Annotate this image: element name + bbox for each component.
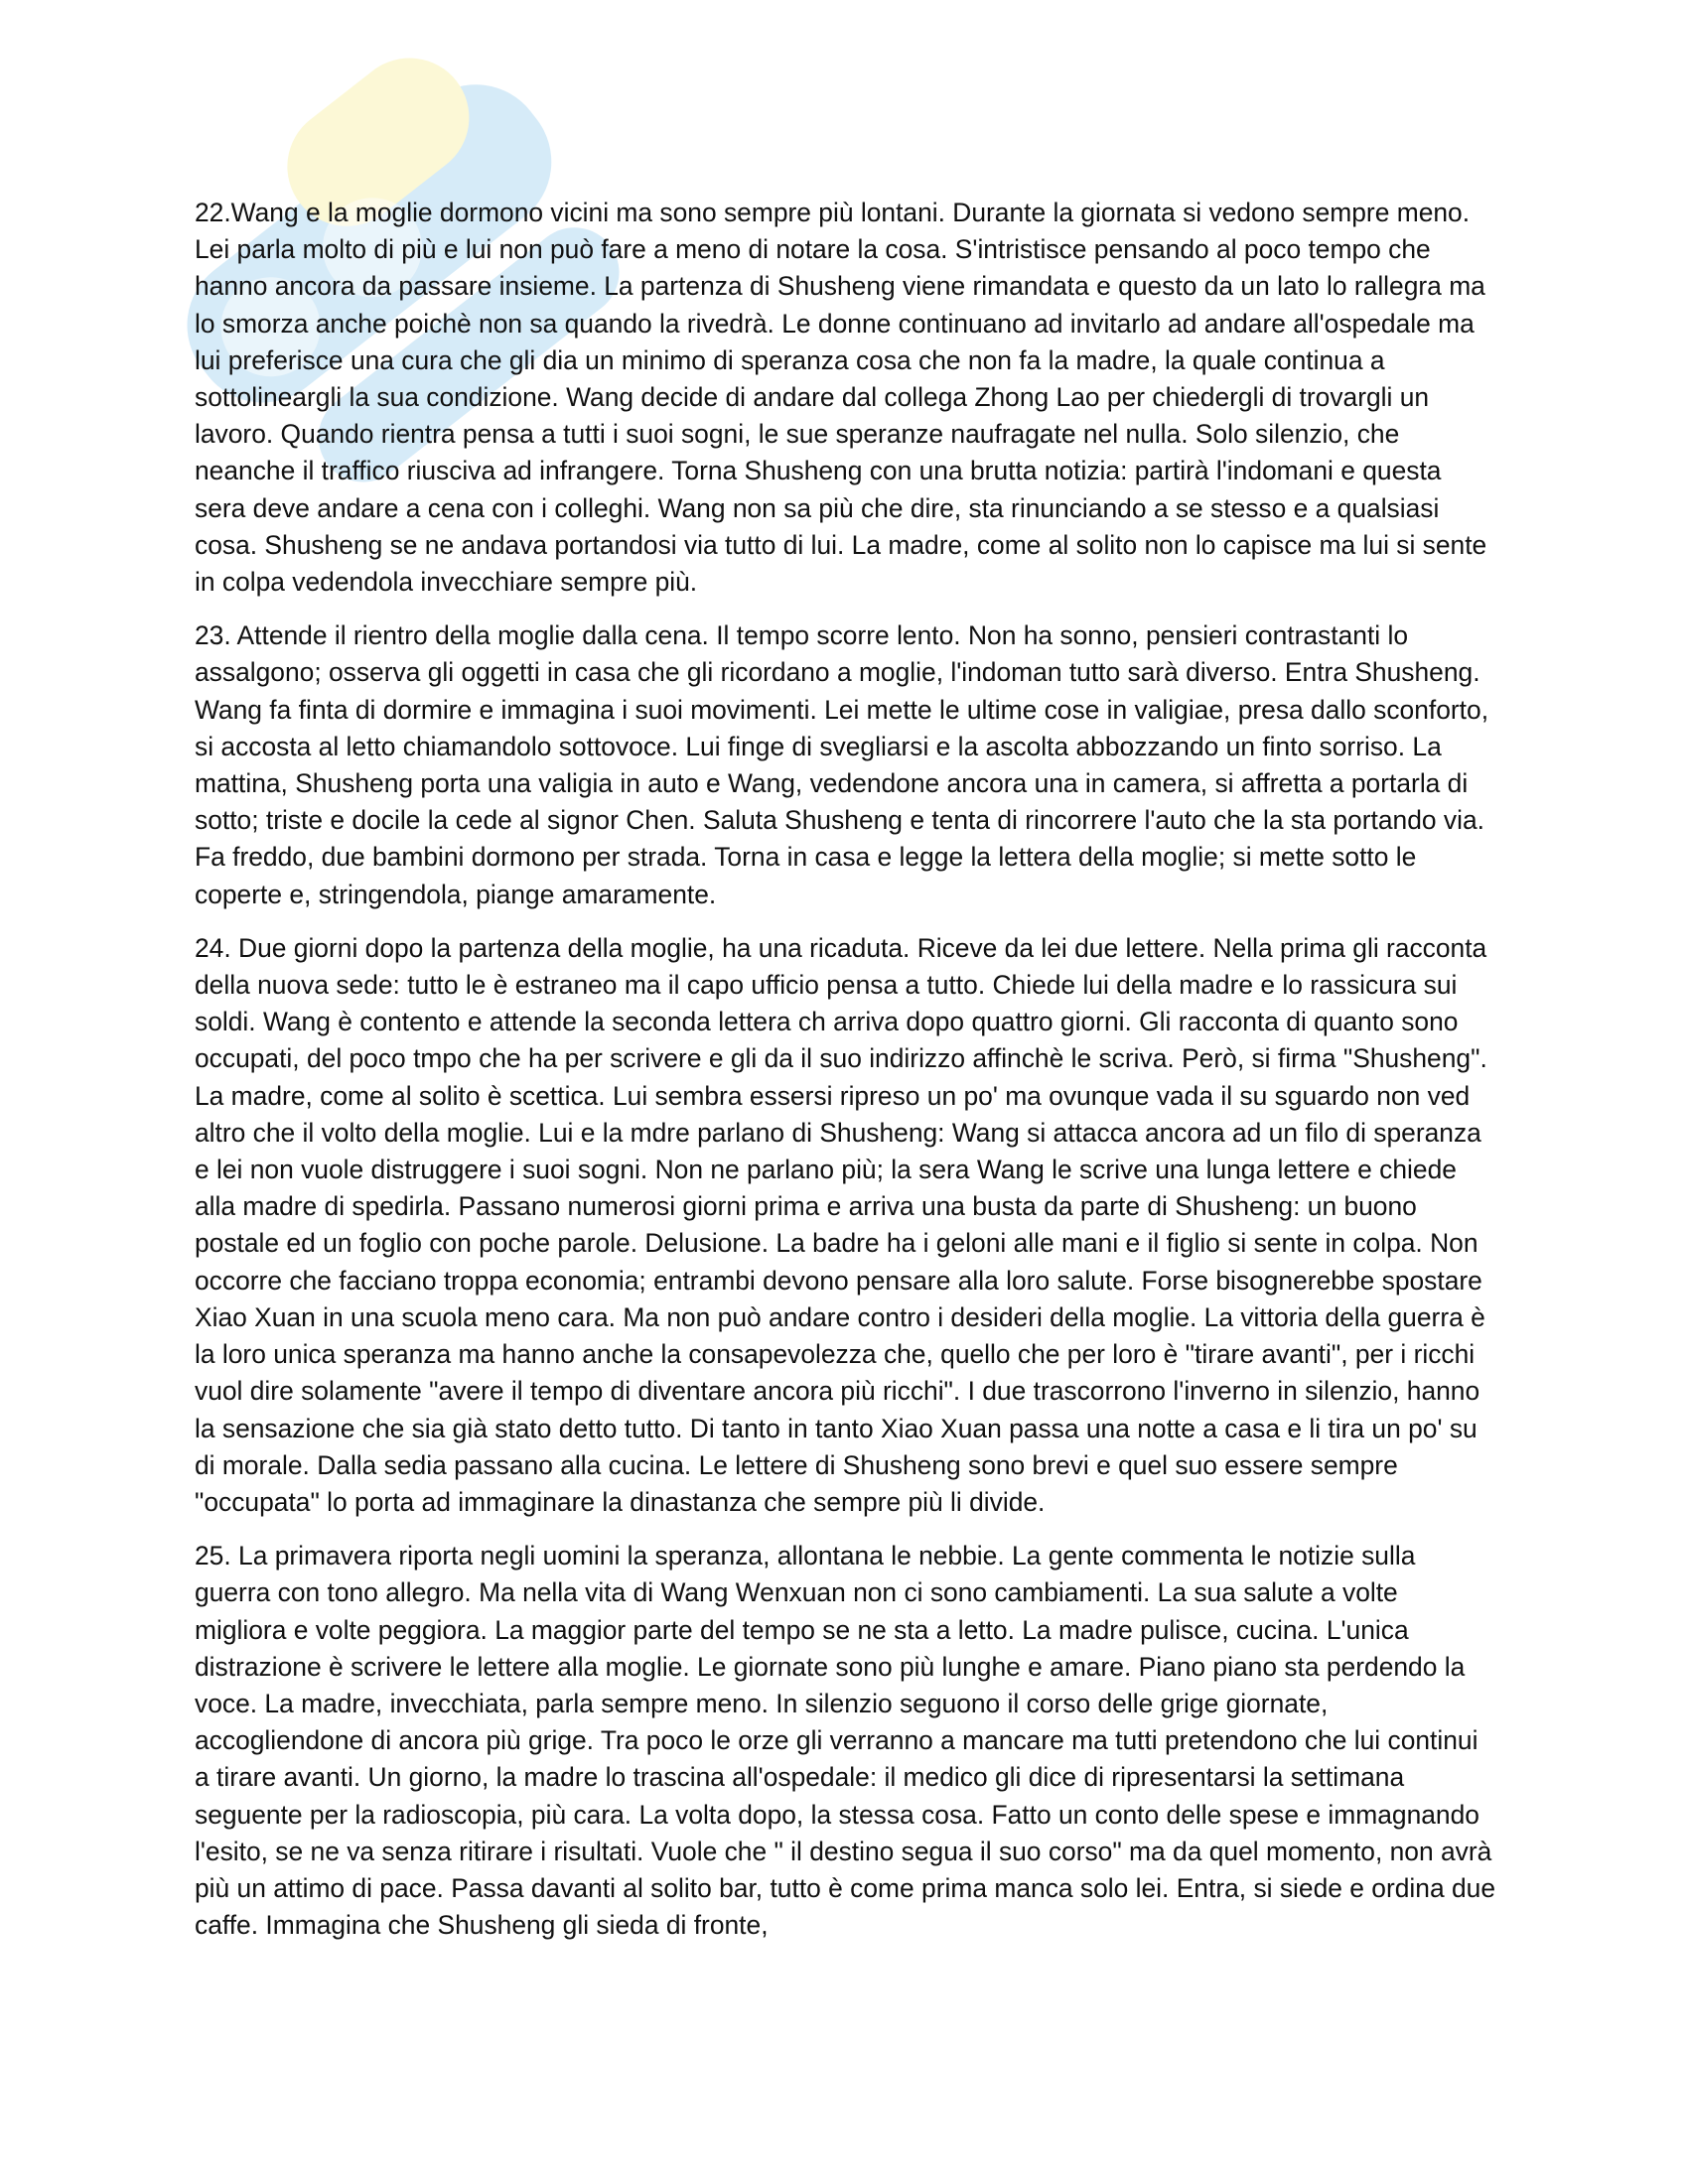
paragraph-25: 25. La primavera riporta negli uomini la speranza, allontana le nebbie. La gente commenta le notizie sulla guerra con tono allegro. Ma nella vita di Wang Wenxuan non ci sono cambiamenti. La sua salute a volte migliora e volte peggiora. La maggior parte del tempo se ne sta a letto. La madre pulisce, cucina. L'unica distrazione è scrivere le lettere alla moglie. Le giornate sono più lunghe e amare. Piano piano sta perdendo la voce. La madre, invecchiata, parla sempre meno. In silenzio seguono il corso delle grige giornate, accogliendone di ancora più grige. Tra poco le orze gli verranno a mancare ma tutti pretendono che lui continui a tirare avanti. Un giorno, la madre lo trascina all'ospedale: il medico gli dice di ripresentarsi la settimana seguente per la radioscopia, più cara. La volta dopo, la stessa cosa. Fatto un conto delle spese e immagnando l'esito, se ne va senza ritirare i risultati. Vuole che " il destino segua il suo corso" ma da quel momento, non avrà più un attimo di pace. Passa davanti al solito bar, tutto è come prima manca solo lei. Entra, si siede e ordina due caffe. Immagina che Shusheng gli sieda di fronte, bbox=[195, 1541, 1495, 1941]
paragraph-22: 22.Wang e la moglie dormono vicini ma sono sempre più lontani. Durante la giornata si vedono sempre meno. Lei parla molto di più e lui non può fare a meno di notare la cosa. S'intristisce pensando al poco tempo che hanno ancora da passare insieme. La partenza di Shusheng viene rimandata e questo da un lato lo rallegra ma lo smorza anche poichè non sa quando la rivedrà. Le donne continuano ad invitarlo ad andare all'ospedale ma lui preferisce una cura che gli dia un minimo di speranza cosa che non fa la madre, la quale continua a sottolineargli la sua condizione. Wang decide di andare dal collega Zhong Lao per chiedergli di trovargli un lavoro. Quando rientra pensa a tutti i suoi sogni, le sue speranze naufragate nel nulla. Solo silenzio, che neanche il traffico riusciva ad infrangere. Torna Shusheng con una brutta notizia: partirà l'indomani e questa sera deve andare a cena con i colleghi. Wang non sa più che dire, sta rinunciando a se stesso e a qualsiasi cosa. Shusheng se ne andava portandosi via tutto di lui. La madre, come al solito non lo capisce ma lui si sente in colpa vedendola invecchiare sempre più. bbox=[195, 198, 1487, 598]
paragraph-24: 24. Due giorni dopo la partenza della moglie, ha una ricaduta. Riceve da lei due lettere. Nella prima gli racconta della nuova sede: tutto le è estraneo ma il capo ufficio pensa a tutto. Chiede lui della madre e lo rassicura sui soldi. Wang è contento e attende la seconda lettera ch arriva dopo quattro giorni. Gli racconta di quanto sono occupati, del poco tmpo che ha per scrivere e gli da il suo indirizzo affinchè le scriva. Però, si firma "Shusheng". La madre, come al solito è scettica. Lui sembra essersi ripreso un po' ma ovunque vada il su sguardo non ved altro che il volto della moglie. Lui e la mdre parlano di Shusheng: Wang si attacca ancora ad un filo di speranza e lei non vuole distruggere i suoi sogni. Non ne parlano più; la sera Wang le scrive una lunga lettere e chiede alla madre di spedirla. Passano numerosi giorni prima e arriva una busta da parte di Shusheng: un buono postale ed un foglio con poche parole. Delusione. La badre ha i geloni alle mani e il figlio si sente in colpa. Non occorre che facciano troppa economia; entrambi devono pensare alla loro salute. Forse bisognerebbe spostare Xiao Xuan in una scuola meno cara. Ma non può andare contro i desideri della moglie. La vittoria della guerra è la loro unica speranza ma hanno anche la consapevolezza che, quello che per loro è "tirare avanti", per i ricchi vuol dire solamente "avere il tempo di diventare ancora più ricchi". I due trascorrono l'inverno in silenzio, hanno la sensazione che sia già stato detto tutto. Di tanto in tanto Xiao Xuan passa una notte a casa e li tira un po' su di morale. Dalla sedia passano alla cucina. Le lettere di Shusheng sono brevi e quel suo essere sempre "occupata" lo porta ad immaginare la dinastanza che sempre più li divide. bbox=[195, 932, 1487, 1517]
document-body bbox=[195, 195, 1495, 1961]
paragraph-23: 23. Attende il rientro della moglie dalla cena. Il tempo scorre lento. Non ha sonno, pensieri contrastanti lo assalgono; osserva gli oggetti in casa che gli ricordano a moglie, l'indoman tutto sarà diverso. Entra Shusheng. Wang fa finta di dormire e immagina i suoi movimenti. Lei mette le ultime cose in valigiae, presa dallo sconforto, si accosta al letto chiamandolo sottovoce. Lui finge di svegliarsi e la ascolta abbozzando un finto sorriso. La mattina, Shusheng porta una valigia in auto e Wang, vedendone ancora una in camera, si affretta a portarla di sotto; triste e docile la cede al signor Chen. Saluta Shusheng e tenta di rincorrere l'auto che la sta portando via. Fa freddo, due bambini dormono per strada. Torna in casa e legge la lettera della moglie; si mette sotto le coperte e, stringendola, piange amaramente. bbox=[195, 620, 1489, 909]
